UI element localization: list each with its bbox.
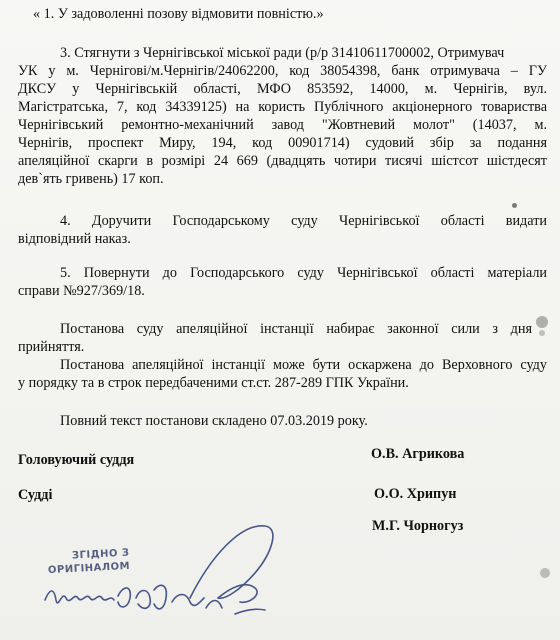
ink-speck <box>539 330 545 336</box>
judge-name-1: О.О. Хрипун <box>374 486 457 502</box>
item-5-line: 5. Повернути до Господарського суду Чернігівської області матеріали <box>60 265 547 281</box>
legal-force-line: Постанова суду апеляційної інстанції набирає законної сили з дня <box>60 321 532 337</box>
presiding-judge-label: Головуючий суддя <box>18 452 135 468</box>
handwritten-signature <box>40 518 300 628</box>
item-3-line: Чернігів, проспект Миру, 194, код 00901714) судовий збір за подання <box>18 135 547 151</box>
judges-label: Судді <box>18 487 53 503</box>
item-1-text: « 1. У задоволенні позову відмовити повністю.» <box>33 6 324 22</box>
ink-smudge <box>536 316 548 328</box>
appeal-line: Постанова апеляційної інстанції може бути оскаржена до Верховного суду <box>60 357 547 373</box>
item-3-line: апеляційної скарги в розмірі 24 669 (двадцять чотири тисячі шістсот шістдесят <box>18 153 547 169</box>
item-3-line: дев`ять гривень) 17 коп. <box>18 171 164 187</box>
ink-speck <box>512 203 517 208</box>
item-3-line: Чернігівський ремонтно-механічний завод "Жовтневий молот" (14037, м. <box>18 117 547 133</box>
judge-name-2: М.Г. Чорногуз <box>372 518 464 534</box>
full-text-date: Повний текст постанови складено 07.03.2019 року. <box>60 413 368 429</box>
appeal-line: у порядку та в строк передбаченими ст.ст. 287-289 ГПК України. <box>18 375 409 391</box>
item-3-line: Магістратська, 7, код 34339125) на користь Публічного акціонерного товариства <box>18 99 547 115</box>
item-3-line: УК у м. Чернігові/м.Чернігів/24062200, код 38054398, банк отримувача – ГУ <box>18 63 547 79</box>
ink-smudge <box>540 568 550 578</box>
presiding-judge-name: О.В. Агрикова <box>371 446 465 462</box>
stamp-line-2: ОРИГІНАЛОМ <box>47 560 131 577</box>
item-4-line: відповідний наказ. <box>18 231 131 247</box>
item-3-line: 3. Стягнути з Чернігівської міської ради (р/р 31410611700002, Отримувач <box>60 45 505 61</box>
item-4-line: 4. Доручити Господарському суду Чернігівської області видати <box>60 213 547 229</box>
item-5-line: справи №927/369/18. <box>18 283 145 299</box>
legal-force-line: прийняття. <box>18 339 85 355</box>
stamp-line-1: ЗГІДНО З <box>71 547 130 562</box>
item-3-line: ДКСУ у Чернігівській області, МФО 853592, 14000, м. Чернігів, вул. <box>18 81 547 97</box>
